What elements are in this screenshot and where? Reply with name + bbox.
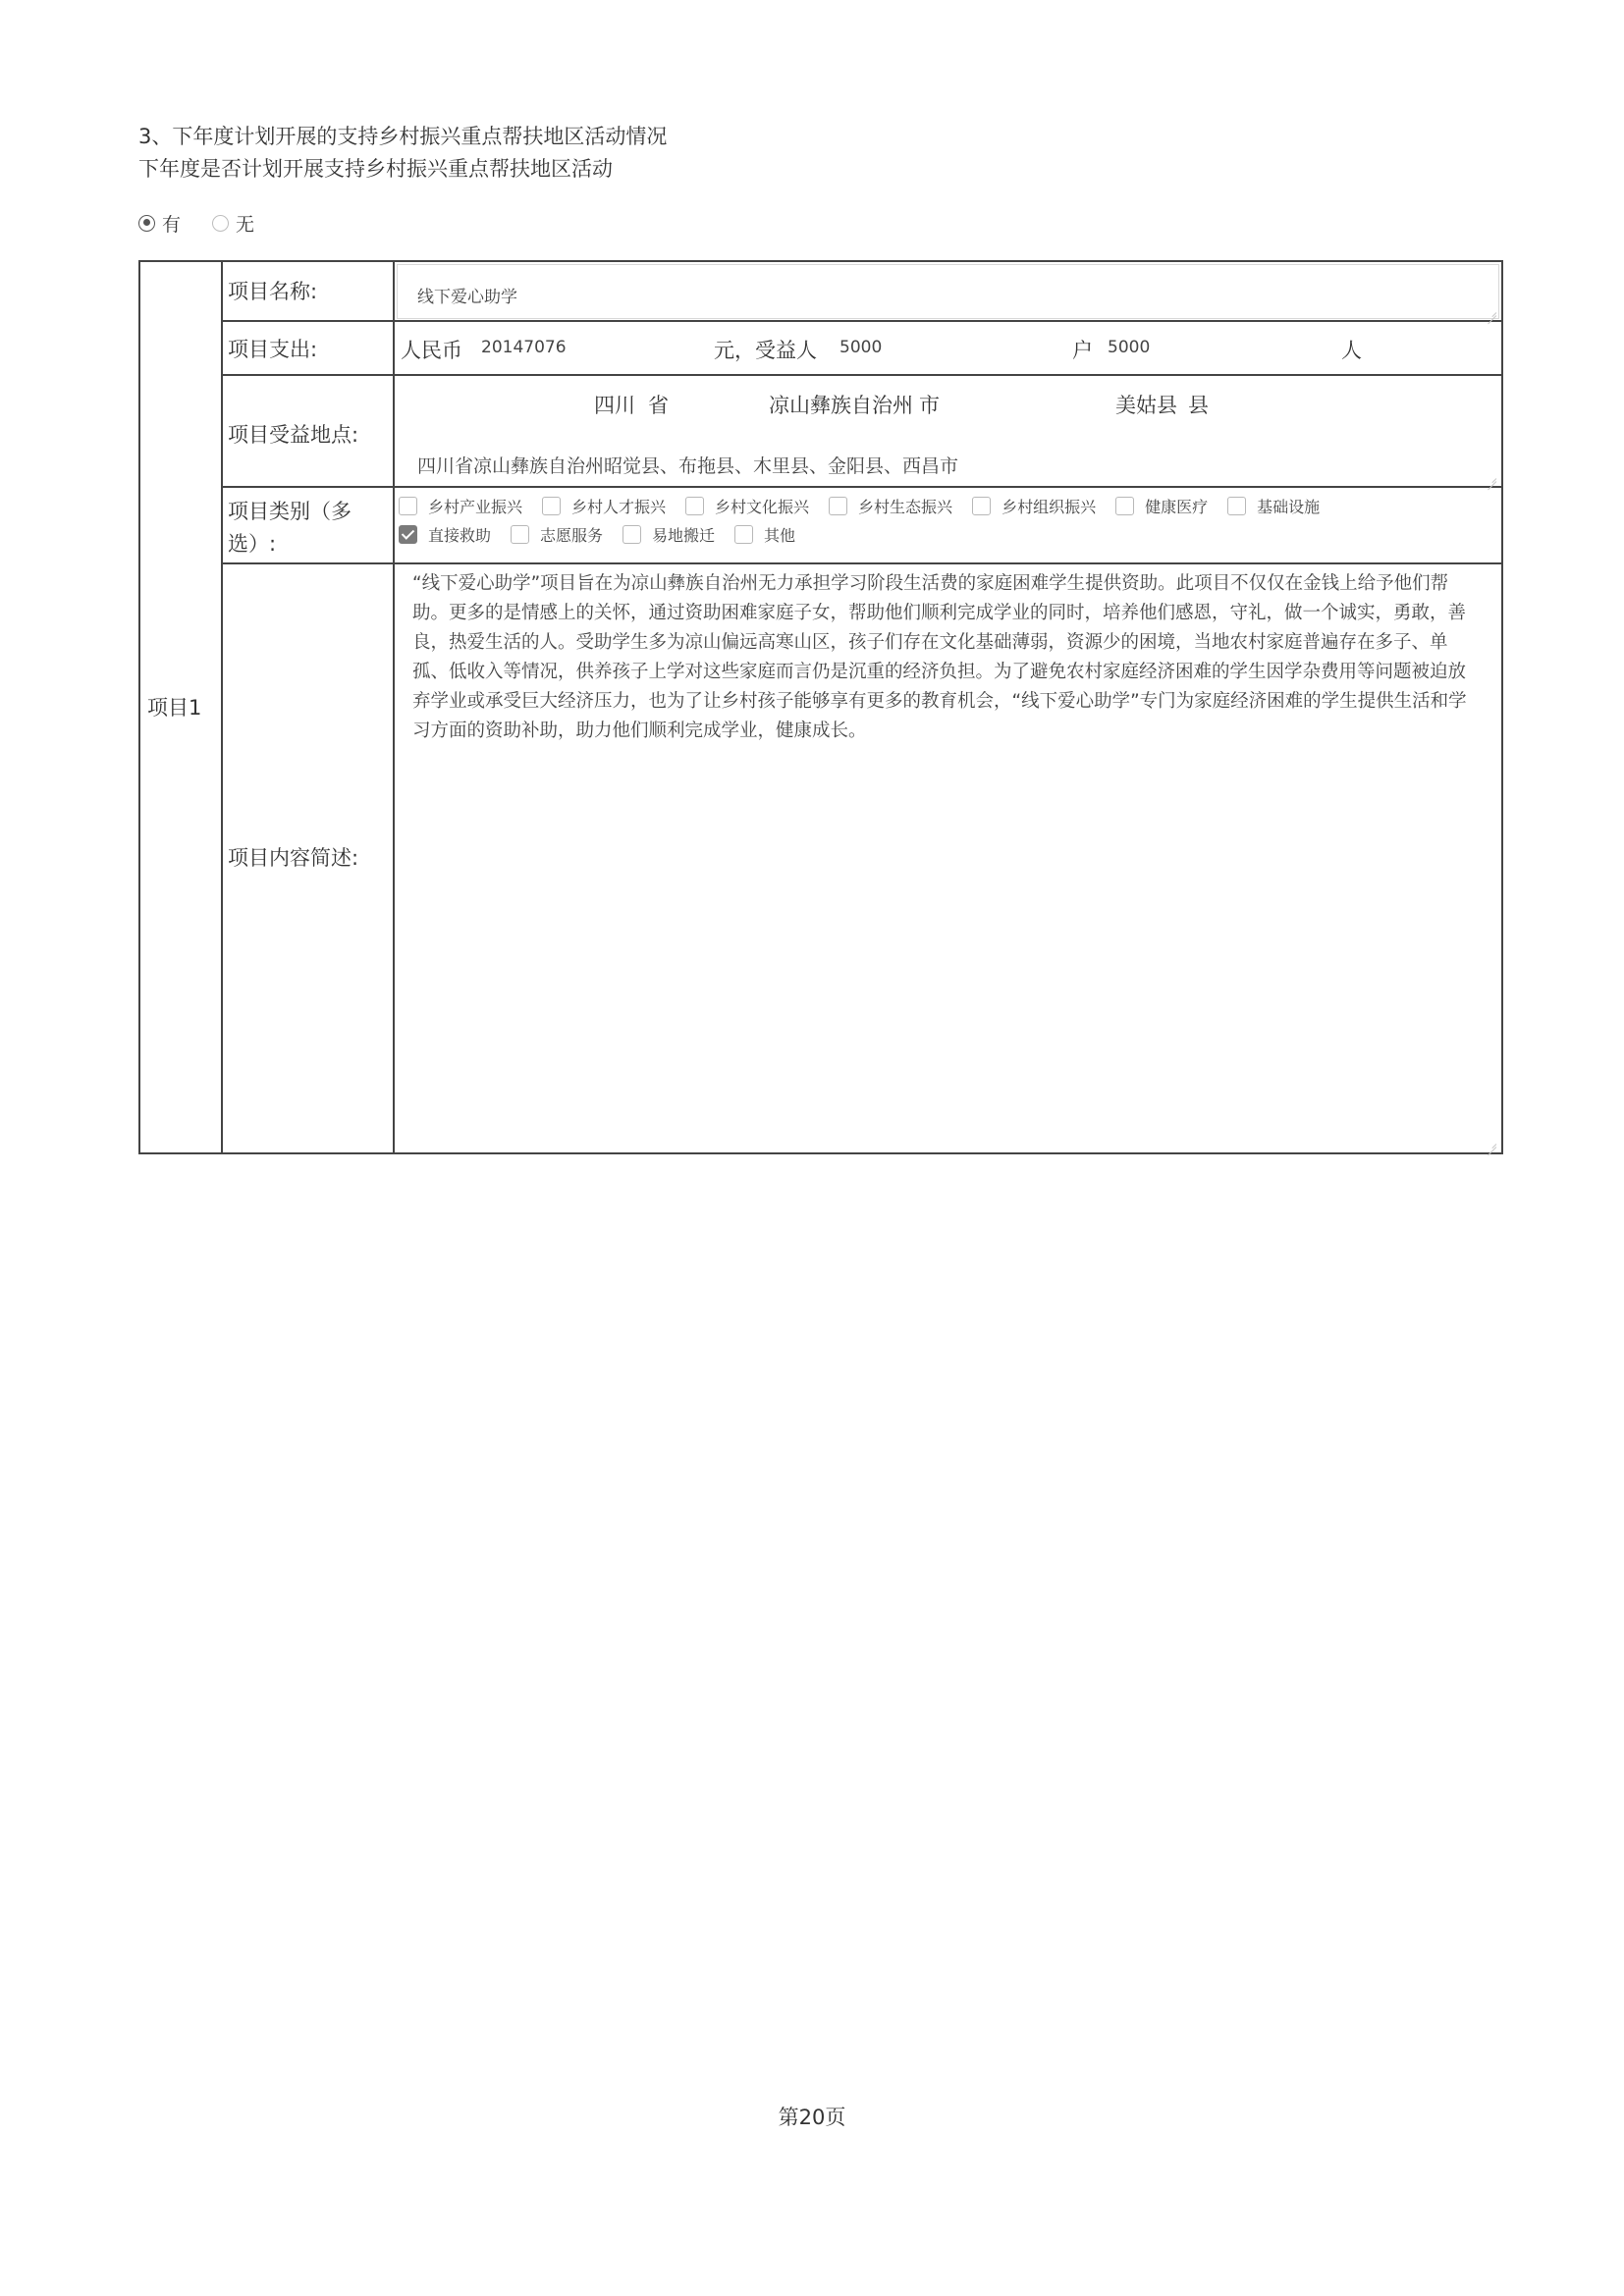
person-unit: 人 bbox=[1341, 339, 1362, 362]
category-option-label: 乡村产业振兴 bbox=[428, 497, 523, 516]
page-number: 第20页 bbox=[778, 2106, 846, 2129]
project-name-value: 线下爱心助学 bbox=[417, 288, 517, 307]
category-option-label: 乡村组织振兴 bbox=[1001, 497, 1097, 516]
checkbox[interactable] bbox=[623, 525, 641, 544]
category-option[interactable] bbox=[623, 523, 715, 546]
checkbox[interactable] bbox=[972, 497, 991, 515]
category-option[interactable] bbox=[1115, 495, 1208, 517]
category-option-label: 易地搬迁 bbox=[652, 525, 716, 545]
category-option[interactable] bbox=[972, 495, 1096, 517]
beneficiary-label: 元，受益人 bbox=[714, 339, 817, 362]
persons-field[interactable]: 5000 bbox=[1108, 338, 1151, 357]
section-title: 3、下年度计划开展的支持乡村振兴重点帮扶地区活动情况 bbox=[138, 125, 668, 148]
checkbox[interactable] bbox=[511, 525, 529, 544]
checkbox[interactable] bbox=[685, 497, 704, 515]
row-separator bbox=[221, 562, 1503, 564]
category-label-line2: 选）: bbox=[228, 532, 277, 556]
project-group-label: 项目1 bbox=[147, 696, 202, 720]
row-separator bbox=[221, 320, 1503, 322]
category-option-label: 健康医疗 bbox=[1145, 497, 1209, 516]
category-checkbox-row-2 bbox=[399, 522, 815, 546]
checkbox[interactable] bbox=[1115, 497, 1134, 515]
radio-yes-label: 有 bbox=[162, 213, 182, 236]
row-separator bbox=[221, 374, 1503, 376]
radio-no[interactable] bbox=[212, 215, 229, 232]
checkbox[interactable] bbox=[399, 497, 417, 515]
city-unit: 市 bbox=[919, 394, 940, 417]
table-divider-group bbox=[221, 260, 223, 1154]
category-option[interactable] bbox=[829, 495, 952, 517]
table-border-top bbox=[138, 260, 1503, 262]
resize-handle-icon[interactable] bbox=[1487, 472, 1496, 482]
row-separator bbox=[221, 486, 1503, 488]
category-option[interactable] bbox=[542, 495, 666, 517]
category-option-label: 直接救助 bbox=[428, 525, 492, 545]
radio-yes[interactable] bbox=[138, 215, 155, 232]
project-name-field[interactable] bbox=[397, 264, 1499, 319]
table-border-right bbox=[1501, 260, 1503, 1154]
project-name-label: 项目名称: bbox=[228, 280, 318, 303]
category-label-line1: 项目类别（多 bbox=[228, 500, 352, 523]
category-option[interactable] bbox=[685, 495, 809, 517]
category-option-label: 其他 bbox=[764, 525, 796, 545]
category-option-label: 乡村人才振兴 bbox=[571, 497, 667, 516]
project-expense-label: 项目支出: bbox=[228, 338, 318, 361]
category-option[interactable] bbox=[399, 495, 522, 517]
checkbox[interactable] bbox=[542, 497, 561, 515]
category-option-label: 志愿服务 bbox=[540, 525, 604, 545]
category-option[interactable] bbox=[511, 523, 603, 546]
checkbox[interactable] bbox=[734, 525, 753, 544]
table-border-bottom bbox=[138, 1152, 1503, 1154]
category-option[interactable] bbox=[734, 523, 795, 546]
checkbox-checked[interactable] bbox=[399, 525, 417, 544]
category-option-label: 乡村文化振兴 bbox=[715, 497, 810, 516]
radio-no-label: 无 bbox=[236, 213, 255, 236]
category-option[interactable] bbox=[399, 523, 491, 546]
province-field[interactable]: 四川 bbox=[594, 394, 635, 417]
category-checkbox-row-1 bbox=[399, 494, 1339, 517]
project-location-label: 项目受益地点: bbox=[228, 423, 359, 447]
households-field[interactable]: 5000 bbox=[839, 338, 883, 357]
category-option-label: 乡村生态振兴 bbox=[858, 497, 953, 516]
location-detail-value: 四川省凉山彝族自治州昭觉县、布拖县、木里县、金阳县、西昌市 bbox=[417, 455, 959, 477]
resize-handle-icon[interactable] bbox=[1487, 1138, 1496, 1148]
project-description-label: 项目内容简述: bbox=[228, 846, 359, 870]
category-option-label: 基础设施 bbox=[1257, 497, 1321, 516]
county-unit: 县 bbox=[1188, 394, 1209, 417]
yes-no-radio-group bbox=[138, 210, 286, 236]
table-divider-label bbox=[393, 260, 395, 1154]
city-field[interactable]: 凉山彝族自治州 bbox=[769, 394, 913, 417]
category-option[interactable] bbox=[1227, 495, 1320, 517]
currency-label: 人民币 bbox=[401, 339, 462, 362]
checkbox[interactable] bbox=[829, 497, 847, 515]
section-question: 下年度是否计划开展支持乡村振兴重点帮扶地区活动 bbox=[138, 157, 613, 181]
location-detail-field[interactable] bbox=[397, 438, 1499, 485]
expense-amount-field[interactable]: 20147076 bbox=[481, 338, 567, 357]
resize-handle-icon[interactable] bbox=[1487, 306, 1496, 316]
project-description-text: “线下爱心助学”项目旨在为凉山彝族自治州无力承担学习阶段生活费的家庭困难学生提供资助。此项目不仅仅在金钱上给予他们帮助。更多的是情感上的关怀，通过资助困难家庭子女，帮助他们顺利完成学业的同时，培养他们感恩，守礼，做一个诚实，勇敢，善良，热爱生活的人。受助学生多为凉山偏远高寒山区，孩子们存在文化基础薄弱，资源少的困境，当地农村家庭普遍存在多子、单孤、低收入等情况，供养孩子上学对这些家庭而言仍是沉重的经济负担。为了避免农村家庭经济困难的学生因学杂费用等问题被迫放弃学业或承受巨大经济压力，也为了让乡村孩子能够享有更多的教育机会，“线下爱心助学”专门为家庭经济困难的学生提供生活和学习方面的资助补助，助力他们顺利完成学业，健康成长。 bbox=[412, 573, 1467, 741]
household-unit: 户 bbox=[1072, 339, 1093, 362]
province-unit: 省 bbox=[648, 394, 669, 417]
county-field[interactable]: 美姑县 bbox=[1115, 394, 1177, 417]
checkbox[interactable] bbox=[1227, 497, 1246, 515]
table-border-left bbox=[138, 260, 140, 1154]
